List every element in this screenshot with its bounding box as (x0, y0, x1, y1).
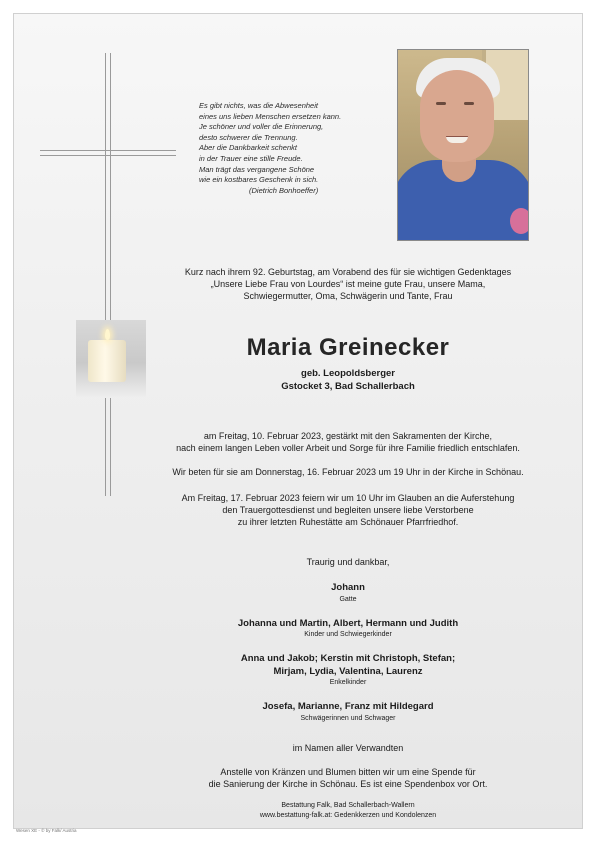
paragraph-line: Wir beten für sie am Donnerstag, 16. Februar 2023 um 19 Uhr in der Kirche in Schönau. (172, 467, 524, 477)
paragraph-line: Am Freitag, 17. Februar 2023 feiern wir um 10 Uhr im Glauben an die Auferstehung (181, 493, 515, 503)
paragraph-line: zu ihrer letzten Ruhestätte am Schönauer Pfarrfriedhof. (237, 517, 459, 527)
mourner-names: Mirjam, Lydia, Valentina, Laurenz (273, 665, 423, 677)
donation-request (132, 766, 564, 790)
death-paragraph (132, 430, 564, 454)
donation-line: die Sanierung der Kirche in Schönau. Es ist eine Spendenbox vor Ort. (208, 779, 488, 789)
funeral-home-name: Bestattung Falk, Bad Schallerbach-Wallern (281, 802, 415, 809)
poem-line: desto schwerer die Trennung. (199, 132, 298, 142)
mourner-names: Johann (331, 582, 365, 593)
funeral-home-info (132, 801, 564, 820)
paragraph-line: den Trauergottesdienst und begleiten unsere liebe Verstorbene (222, 505, 474, 515)
photo-smile (446, 136, 468, 143)
poem-line: Je schöner und voller die Erinnerung, (199, 122, 324, 132)
mourner-entry (132, 701, 564, 723)
prayer-paragraph (132, 466, 564, 478)
poem-author: (Dietrich Bonhoeffer) (249, 185, 319, 195)
photo-flower (510, 208, 529, 234)
poem-line: Aber die Dankbarkeit schenkt (199, 143, 297, 153)
mourner-entry (132, 618, 564, 640)
mourner-relation: Enkelkinder (329, 679, 367, 686)
candle-flame-icon (105, 329, 110, 340)
mourner-names: Josefa, Marianne, Franz mit Hildegard (262, 701, 434, 712)
mourner-relation: Schwägerinnen und Schwager (300, 714, 396, 722)
mourner-names: Johanna und Martin, Albert, Hermann und Judith (237, 617, 459, 629)
closing-phrase: Traurig und dankbar, (306, 557, 390, 567)
mourner-entry (132, 653, 564, 687)
mourner-relation: Gatte (339, 595, 357, 603)
cross-horizontal-beam (40, 150, 176, 156)
poem-line: wie ein kostbares Geschenk in sich. (199, 175, 319, 185)
paragraph-line: am Freitag, 10. Februar 2023, gestärkt mit den Sakramenten der Kirche, (203, 431, 493, 441)
intro-line: „Unsere Liebe Frau von Lourdes“ ist meine gute Frau, unsere Mama, (210, 279, 486, 289)
photo-eye (464, 102, 474, 105)
photo-eye (436, 102, 446, 105)
portrait-photo (397, 49, 529, 241)
poem-line: Man trägt das vergangene Schöne (199, 164, 315, 174)
mourners-list (132, 582, 564, 728)
poem-line: Es gibt nichts, was die Abwesenheit (199, 101, 318, 110)
relatives-line: im Namen aller Verwandten (292, 743, 404, 753)
deceased-name: Maria Greinecker (246, 334, 450, 361)
mourner-relation: Kinder und Schwiegerkinder (304, 631, 392, 638)
poem-line: in der Trauer eine stille Freude. (199, 153, 303, 163)
cross-vertical-beam (105, 53, 111, 496)
intro-text (132, 266, 564, 302)
born-name: geb. Leopoldsberger (301, 368, 395, 379)
poem (199, 101, 379, 196)
candle-body (88, 340, 126, 382)
donation-line: Anstelle von Kränzen und Blumen bitten wir um eine Spende für (220, 767, 476, 777)
mourner-names: Anna und Jakob; Kerstin mit Christoph, Stefan; (240, 653, 456, 664)
funeral-service-paragraph (132, 492, 564, 528)
intro-line: Schwiegermutter, Oma, Schwägerin und Tante, Frau (243, 291, 453, 301)
photo-face (420, 70, 494, 162)
intro-line: Kurz nach ihrem 92. Geburtstag, am Vorabend des für sie wichtigen Gedenktages (184, 267, 512, 277)
paragraph-line: nach einem langen Leben voller Arbeit und Sorge für ihre Familie friedlich entschlafen. (176, 443, 520, 453)
address: Gstocket 3, Bad Schallerbach (281, 380, 415, 392)
mourner-entry (132, 582, 564, 604)
funeral-home-website: www.bestattung-falk.at: Gedenkkerzen und Kondolenzen (259, 811, 437, 819)
print-signature: Wesen XE - © by Falk/ Austria (16, 828, 77, 833)
deceased-details (132, 368, 564, 393)
poem-line: eines uns lieben Menschen ersetzen kann. (199, 111, 342, 121)
